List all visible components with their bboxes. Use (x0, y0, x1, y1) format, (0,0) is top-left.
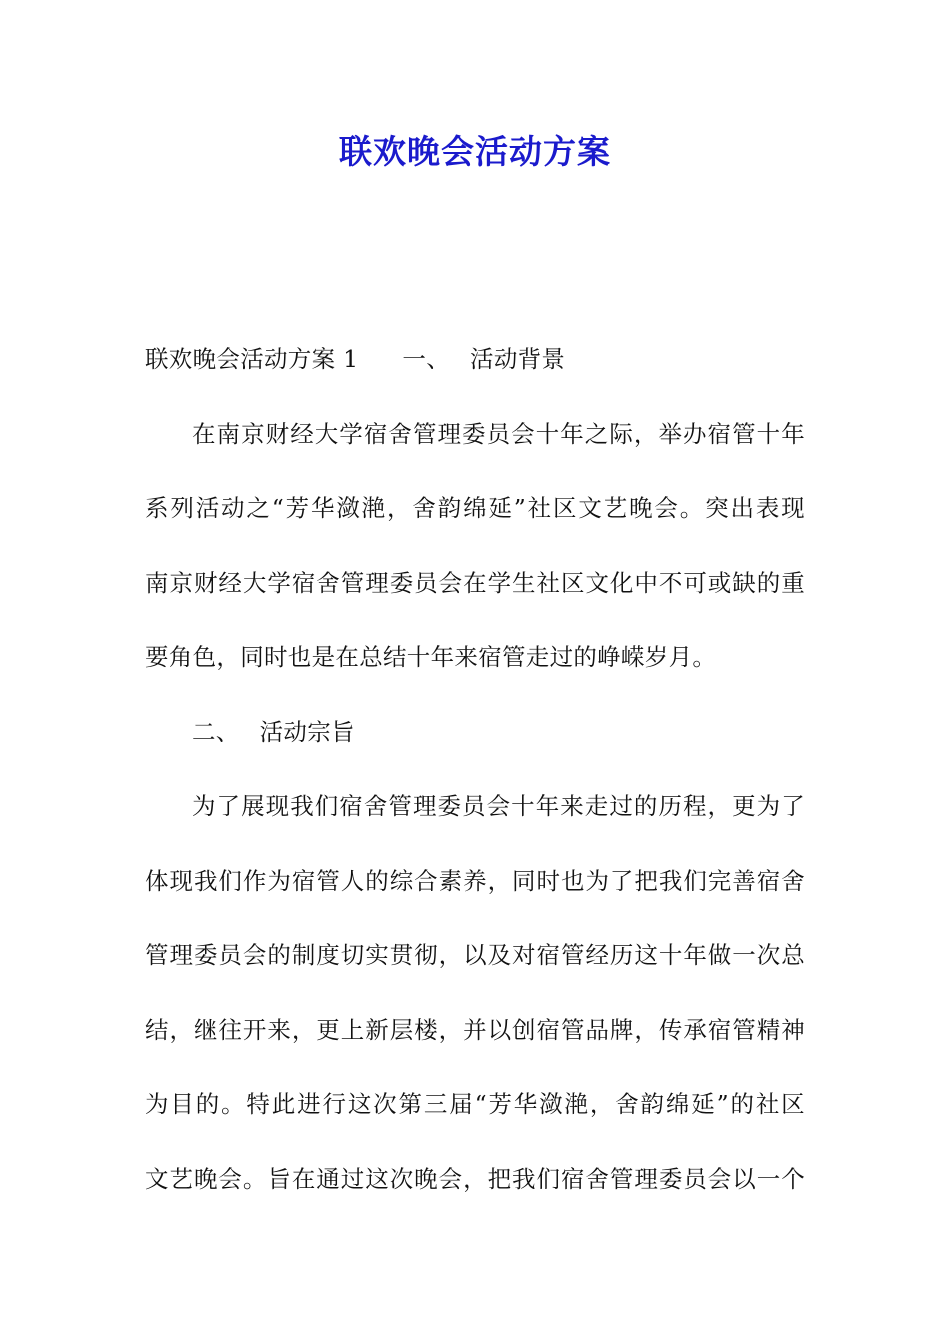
section-two-heading (145, 707, 805, 782)
paragraph-line: 为目的。特此进行这次第三届“芳华潋滟，舍韵绵延”的社区 (145, 1090, 805, 1118)
document-body (145, 334, 805, 1228)
paragraph-line: 南京财经大学宿舍管理委员会在学生社区文化中不可或缺的重 (145, 568, 805, 597)
section-heading-line (145, 334, 805, 409)
paragraph-line: 结，继往开来，更上新层楼，并以创宿管品牌，传承宿管精神 (145, 1015, 805, 1044)
document-title: 联欢晚会活动方案 (339, 132, 611, 171)
section-one-title: 活动背景 (470, 345, 566, 373)
plan-label: 联欢晚会活动方案 1 (145, 345, 359, 373)
paragraph-line: 为了展现我们宿舍管理委员会十年来走过的历程，更为了 (192, 792, 805, 820)
paragraph-line: 要角色，同时也是在总结十年来宿管走过的峥嵘岁月。 (145, 643, 717, 671)
section-one-number: 一、 (402, 345, 451, 373)
paragraph-line: 体现我们作为宿管人的综合素养，同时也为了把我们完善宿舍 (145, 866, 805, 895)
section-two-number: 二、 (192, 717, 240, 746)
paragraph-line: 管理委员会的制度切实贯彻，以及对宿管经历这十年做一次总 (145, 941, 805, 969)
paragraph-line: 在南京财经大学宿舍管理委员会十年之际，举办宿管十年 (192, 419, 805, 448)
section-two-title: 活动宗旨 (259, 717, 355, 746)
paragraph-line: 系列活动之“芳华潋滟，舍韵绵延”社区文艺晚会。突出表现 (145, 494, 805, 522)
paragraph-line: 文艺晚会。旨在通过这次晚会，把我们宿舍管理委员会以一个 (145, 1164, 805, 1193)
